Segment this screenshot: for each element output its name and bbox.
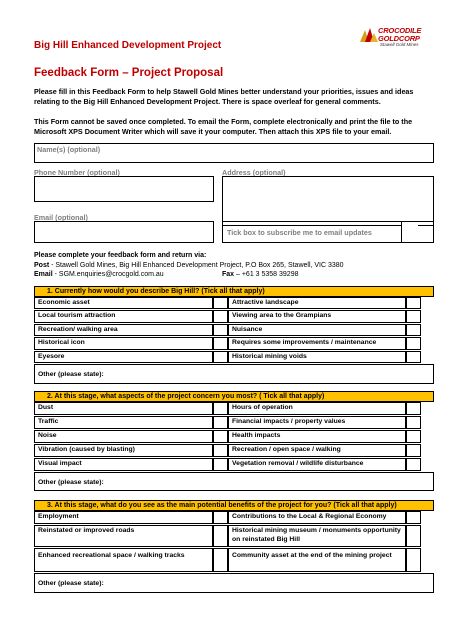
- option-checkbox[interactable]: [406, 511, 421, 524]
- email-fax-line: [34, 270, 434, 280]
- option-checkbox[interactable]: [213, 458, 228, 471]
- option-checkbox[interactable]: [213, 324, 228, 336]
- option-label: Vibration (caused by blasting): [34, 444, 213, 457]
- subscribe-row: [222, 221, 434, 243]
- email-address: - SGM.enquiries@crocgold.com.au: [52, 271, 164, 278]
- phone-field-label: Phone Number (optional): [34, 168, 120, 177]
- option-checkbox[interactable]: [213, 337, 228, 350]
- option-label: Requires some improvements / maintenance: [228, 337, 406, 350]
- option-label: Viewing area to the Grampians: [228, 310, 406, 323]
- option-checkbox[interactable]: [213, 444, 228, 457]
- name-field-label: Name(s) (optional): [37, 145, 101, 154]
- option-checkbox[interactable]: [406, 458, 421, 471]
- question-section-3: [34, 500, 434, 624]
- option-checkbox[interactable]: [406, 297, 421, 309]
- project-title: Big Hill Enhanced Development Project: [34, 40, 222, 51]
- option-label: Historical icon: [34, 337, 213, 350]
- option-checkbox[interactable]: [213, 297, 228, 309]
- subscribe-label: Tick box to subscribe me to email updates: [227, 228, 372, 237]
- option-checkbox[interactable]: [406, 402, 421, 415]
- intro-paragraph: Please fill in this Feedback Form to help Stawell Gold Mines better understand your priorities, issues and ideas relating to the Big Hill Enhanced Development Project. There is space overleaf for general comments.: [34, 87, 414, 106]
- option-label: Financial impacts / property values: [228, 416, 406, 429]
- option-checkbox[interactable]: [213, 430, 228, 443]
- option-checkbox[interactable]: [406, 416, 421, 429]
- option-label: Economic asset: [34, 297, 213, 309]
- company-logo: [360, 24, 424, 48]
- post-address: - Stawell Gold Mines, Big Hill Enhanced Development Project, P.O Box 265, Stawell, VIC 3380: [49, 261, 344, 269]
- return-instructions: [34, 251, 434, 280]
- option-label: Historical mining museum / monuments opportunity on reinstated Big Hill: [228, 525, 406, 547]
- option-label: Recreation / open space / walking: [228, 444, 406, 457]
- option-checkbox[interactable]: [406, 337, 421, 350]
- email-input[interactable]: [34, 221, 214, 243]
- option-checkbox[interactable]: [406, 430, 421, 443]
- option-label: Contributions to the Local & Regional Economy: [228, 511, 406, 524]
- option-checkbox[interactable]: [406, 310, 421, 323]
- instructions-paragraph: This Form cannot be saved once completed. To email the Form, complete electronically and print the file to the Microsoft XPS Document Writer which will save it your computer. Then attach this XPS file to your email.: [34, 117, 413, 136]
- question-section-2: [34, 391, 434, 491]
- other-input[interactable]: Other (please state):: [34, 472, 434, 491]
- post-key: Post: [34, 261, 50, 269]
- option-checkbox[interactable]: [406, 324, 421, 336]
- form-title: Feedback Form – Project Proposal: [34, 67, 224, 79]
- question-3-heading: 3. At this stage, what do you see as the main potential benefits of the project for you? (Tick all that apply): [34, 500, 434, 511]
- option-label: Historical mining voids: [228, 351, 406, 363]
- logo-tagline: Stawell Gold Mines: [380, 42, 419, 47]
- logo-text-crocodile: CROCODILE: [378, 26, 422, 35]
- return-heading: Please complete your feedback form and return via:: [34, 252, 207, 259]
- address-input[interactable]: [222, 176, 434, 226]
- option-label: Visual impact: [34, 458, 213, 471]
- option-checkbox[interactable]: [406, 548, 421, 572]
- fax-number: – +61 3 5358 39298: [234, 271, 299, 278]
- option-checkbox[interactable]: [406, 351, 421, 363]
- option-label: Employment: [34, 511, 213, 524]
- option-label: Hours of operation: [228, 402, 406, 415]
- other-input[interactable]: Other (please state):: [34, 364, 434, 384]
- option-label: Dust: [34, 402, 213, 415]
- question-1-heading: 1. Currently how would you describe Big Hill? (Tick all that apply): [34, 286, 434, 297]
- option-checkbox[interactable]: [213, 511, 228, 524]
- fax-key: Fax: [222, 271, 235, 278]
- option-label: Local tourism attraction: [34, 310, 213, 323]
- subscribe-checkbox[interactable]: [401, 221, 418, 243]
- other-input[interactable]: Other (please state):: [34, 573, 434, 593]
- option-label: Eyesore: [34, 351, 213, 363]
- option-label: Traffic: [34, 416, 213, 429]
- option-label: Nuisance: [228, 324, 406, 336]
- post-line: [34, 261, 434, 271]
- option-checkbox[interactable]: [406, 444, 421, 457]
- option-label: Enhanced recreational space / walking tracks: [34, 548, 213, 572]
- option-label: Health impacts: [228, 430, 406, 443]
- email-key: Email: [34, 271, 53, 278]
- question-2-heading: 2. At this stage, what aspects of the project concern you most? ( Tick all that apply): [34, 391, 434, 402]
- option-checkbox[interactable]: [213, 402, 228, 415]
- option-label: Noise: [34, 430, 213, 443]
- option-label: Vegetation removal / wildlife disturbance: [228, 458, 406, 471]
- question-section-1: [34, 286, 434, 386]
- phone-input[interactable]: [34, 176, 214, 202]
- option-checkbox[interactable]: [213, 310, 228, 323]
- option-checkbox[interactable]: [213, 525, 228, 547]
- option-label: Recreation/ walking area: [34, 324, 213, 336]
- option-label: Attractive landscape: [228, 297, 406, 309]
- logo-text-goldcorp: GOLDCORP: [378, 34, 420, 43]
- option-label: Reinstated or improved roads: [34, 525, 213, 547]
- option-checkbox[interactable]: [213, 416, 228, 429]
- logo-mark-icon: [360, 28, 378, 42]
- option-checkbox[interactable]: [213, 351, 228, 363]
- option-label: Community asset at the end of the mining project: [228, 548, 406, 572]
- email-field-label: Email (optional): [34, 213, 88, 222]
- name-field[interactable]: [34, 143, 434, 163]
- address-field-label: Address (optional): [222, 168, 286, 177]
- option-checkbox[interactable]: [406, 525, 421, 547]
- option-checkbox[interactable]: [213, 548, 228, 572]
